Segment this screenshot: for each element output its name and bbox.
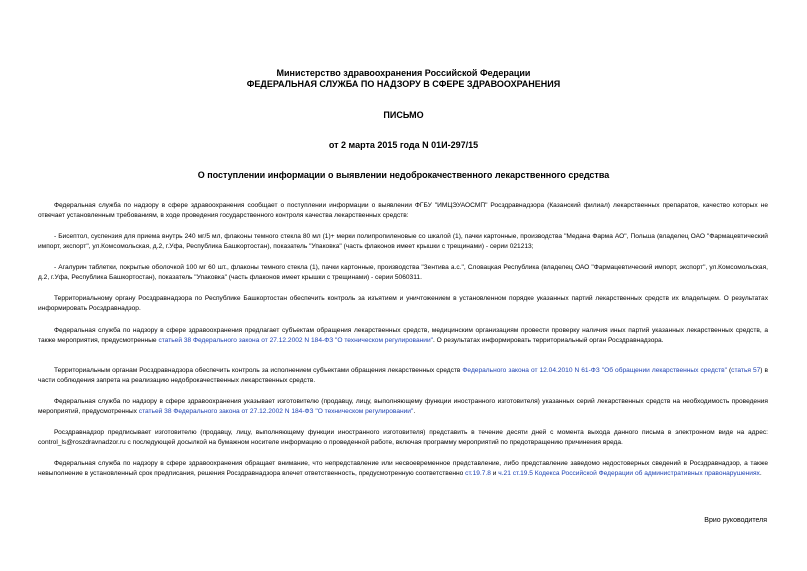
- paragraph-3: - Агалурин таблетки, покрытые оболочкой 100 мг 60 шт., флаконы темного стекла (1), пачки картонные, производства "Зентива а.с.", Словацкая Республика (владелец ОАО "Фармацевтический импорт, экспорт", ул.Комсомольская, д.2, г.Уфа, Республика Башкортостан), показатель "Упаковка" (часть флаконов имеет крышки с трещинами) - серии 5060311.: [38, 264, 768, 281]
- paragraph-7-text: Федеральная служба по надзору в сфере здравоохранения указывает изготовителю (продавцу, лицу, выполняющему функции иностранного изготовителя) указанных серий лекарственных средств на необходимость проведения мероприятий, предусмотренных: [38, 398, 768, 415]
- paragraph-1: Федеральная служба по надзору в сфере здравоохранения сообщает о поступлении информации о выявлении ФГБУ "ИМЦЭУАОСМП" Росздравнадзора (Казанский филиал) лекарственных препаратов, качество которых не отвечает установленным требованиям, в ходе проведения государственного контроля качества лекарственных средств:: [38, 202, 768, 219]
- paragraph-7-text-end: .: [413, 408, 416, 415]
- paragraph-5: [38, 326, 768, 346]
- paragraph-6-text-end: ) в части соблюдения запрета на реализацию недоброкачественных лекарственных средств.: [38, 367, 768, 384]
- document-date-number: от 2 марта 2015 года N 01И-297/15: [328, 140, 479, 150]
- paragraph-9-text-end: .: [759, 470, 762, 477]
- paragraph-9-text-mid: и: [490, 470, 499, 477]
- paragraph-5-text-end: . О результатах информировать территориальный орган Росздравнадзора.: [433, 337, 664, 344]
- law-184-article-38-link[interactable]: статьей 38 Федерального закона от 27.12.2002 N 184-ФЗ "О техническом регулировании": [158, 337, 434, 344]
- article-57-link[interactable]: статья 57: [731, 367, 761, 374]
- paragraph-2: - Бисептол, суспензия для приема внутрь 240 мг/5 мл, флаконы темного стекла 80 мл (1)+ мерки полипропиленовые со шкалой (1), пачки картонные, производства "Медана Фарма АО", Польша (владелец ОАО "Фармацевтический импорт, экспорт", ул.Комсомольская, д.2, г.Уфа, Республика Башкортостан), показатель "Упаковка" (часть флаконов имеет крышки с трещинами) - серии 021213;: [38, 233, 768, 250]
- paragraph-9: [38, 459, 768, 479]
- document-subject: О поступлении информации о выявлении недоброкачественного лекарственного средства: [197, 170, 610, 180]
- paragraph-8: Росздравнадзор предписывает изготовителю (продавцу, лицу, выполняющему функции иностранного изготовителя) представить в течение десяти дней с момента выхода данного письма в электронном виде на адрес: control_ls@roszdravnadzor.ru с последующей досылкой на бумажном носителе информацию о проведенной работе, включая программу мероприятий по предотвращению причинения вреда.: [38, 429, 768, 446]
- service-title: ФЕДЕРАЛЬНАЯ СЛУЖБА ПО НАДЗОРУ В СФЕРЕ ЗДРАВООХРАНЕНИЯ: [246, 79, 561, 89]
- paragraph-5-text: Федеральная служба по надзору в сфере здравоохранения предлагает субъектам обращения лекарственных средств, медицинским организациям провести проверку наличия иных партий указанных лекарственных средств, а также мероприятия, предусмотренные: [38, 327, 768, 344]
- koap-19-5-link[interactable]: ч.21 ст.19.5 Кодекса Российской Федерации об административных правонарушениях: [498, 470, 760, 477]
- law-61-link[interactable]: Федерального закона от 12.04.2010 N 61-ФЗ "Об обращении лекарственных средств": [462, 367, 727, 374]
- document-type: ПИСЬМО: [383, 110, 424, 120]
- signature-title: Врио руководителя: [704, 517, 767, 524]
- law-184-article-38-link-2[interactable]: статьей 38 Федерального закона от 27.12.2002 N 184-ФЗ "О техническом регулировании": [138, 408, 414, 415]
- paragraph-6: [38, 366, 768, 386]
- ministry-title: Министерство здравоохранения Российской Федерации: [276, 68, 531, 78]
- paragraph-4: Территориальному органу Росздравнадзора по Республике Башкортостан обеспечить контроль за изъятием и уничтожением в установленном порядке указанных партий лекарственных средств их владельцем. О результатах информировать Росздравнадзор.: [38, 295, 768, 312]
- paragraph-6-text: Территориальным органам Росздравнадзора обеспечить контроль за исполнением субъектами обращения лекарственных средств: [54, 367, 463, 374]
- paragraph-7: [38, 397, 768, 417]
- paragraph-9-text: Федеральная служба по надзору в сфере здравоохранения обращает внимание, что непредставление или несвоевременное представление, либо представление заведомо недостоверных сведений в Росздравнадзор, а также невыполнение в установленный срок предписания, решения Росздравнадзора влечет ответственность, предусмотренную соответственно: [38, 460, 768, 477]
- koap-19-7-8-link[interactable]: ст.19.7.8: [465, 470, 491, 477]
- paragraph-6-text-mid: (: [726, 367, 732, 374]
